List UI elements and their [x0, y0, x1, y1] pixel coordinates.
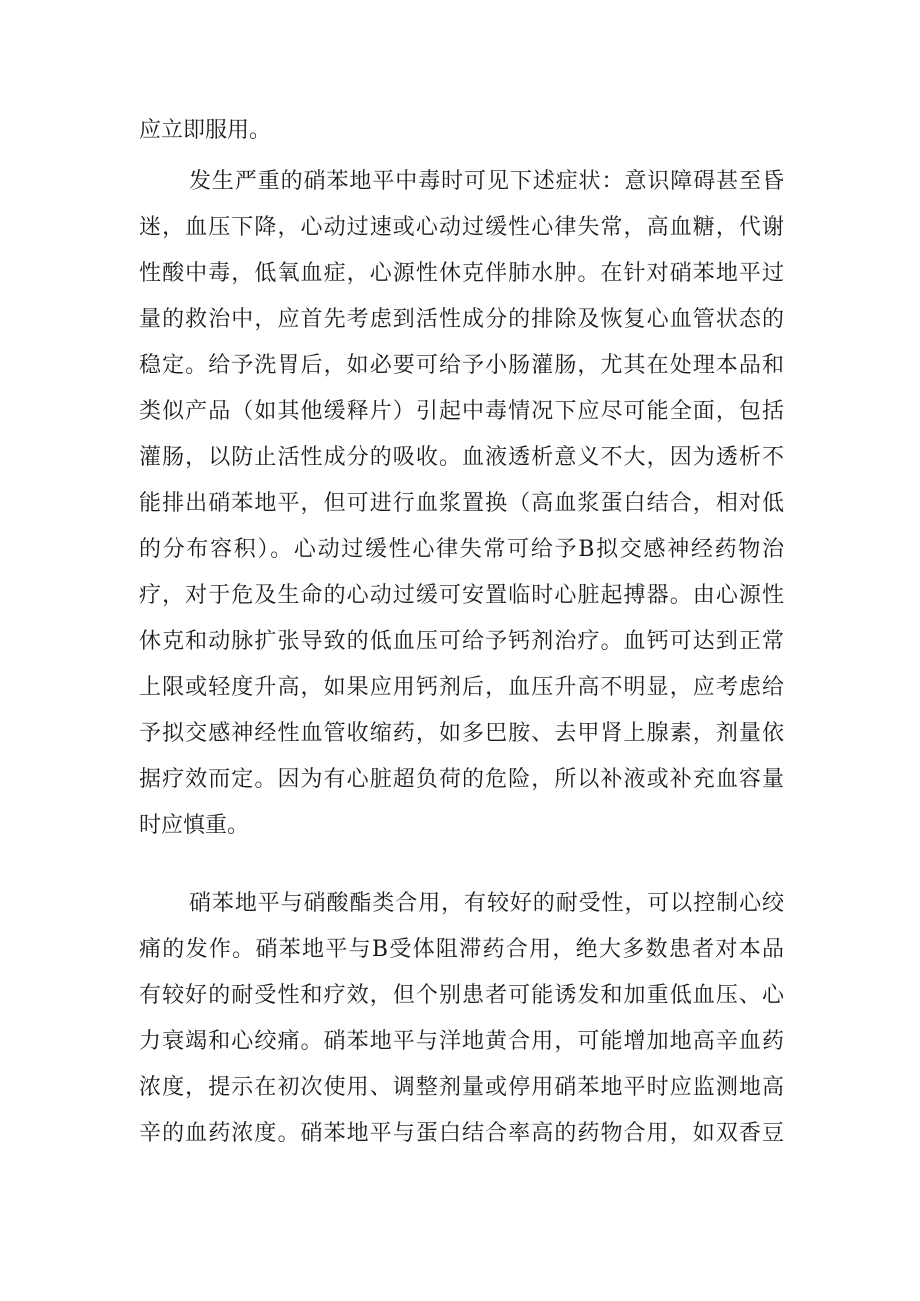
text-line: 辛的血药浓度。硝苯地平与蛋白结合率高的药物合用，如双香豆	[139, 1121, 784, 1146]
text-line: 予拟交感神经性血管收缩药，如多巴胺、去甲肾上腺素，剂量依	[139, 721, 784, 746]
text-line: 疗，对于危及生命的心动过缓可安置临时心脏起搏器。由心源性	[139, 583, 784, 608]
text-line: 时应慎重。	[139, 813, 250, 838]
text-line: 发生严重的硝苯地平中毒时可见下述症状：意识障碍甚至昏	[189, 169, 784, 194]
text-line: 有较好的耐受性和疗效，但个别患者可能诱发和加重低血压、心	[139, 983, 784, 1008]
text-line: 类似产品（如其他缓释片）引起中毒情况下应尽可能全面，包括	[139, 399, 784, 424]
text-line: 稳定。给予洗胃后，如必要可给予小肠灌肠，尤其在处理本品和	[139, 353, 784, 378]
text-line: 休克和动脉扩张导致的低血压可给予钙剂治疗。血钙可达到正常	[139, 629, 784, 654]
text-line: 性酸中毒，低氧血症，心源性休克伴肺水肿。在针对硝苯地平过	[139, 261, 784, 286]
text-line: 灌肠，以防止活性成分的吸收。血液透析意义不大，因为透析不	[139, 445, 784, 470]
text-line: 痛的发作。硝苯地平与B受体阻滞药合用，绝大多数患者对本品	[139, 937, 784, 962]
text-line: 力衰竭和心绞痛。硝苯地平与洋地黄合用，可能增加地高辛血药	[139, 1029, 784, 1054]
text-line: 上限或轻度升高，如果应用钙剂后，血压升高不明显，应考虑给	[139, 675, 784, 700]
text-line: 的分布容积）。心动过缓性心律失常可给予B拟交感神经药物治	[139, 537, 784, 562]
text-line: 据疗效而定。因为有心脏超负荷的危险，所以补液或补充血容量	[139, 767, 784, 792]
text-line: 硝苯地平与硝酸酯类合用，有较好的耐受性，可以控制心绞	[189, 891, 784, 916]
text-line: 能排出硝苯地平，但可进行血浆置换（高血浆蛋白结合，相对低	[139, 491, 784, 516]
text-line: 量的救治中，应首先考虑到活性成分的排除及恢复心血管状态的	[139, 307, 784, 332]
text-line: 应立即服用。	[139, 118, 272, 143]
text-line: 浓度，提示在初次使用、调整剂量或停用硝苯地平时应监测地高	[139, 1075, 784, 1100]
text-line: 迷，血压下降，心动过速或心动过缓性心律失常，高血糖，代谢	[139, 215, 784, 240]
